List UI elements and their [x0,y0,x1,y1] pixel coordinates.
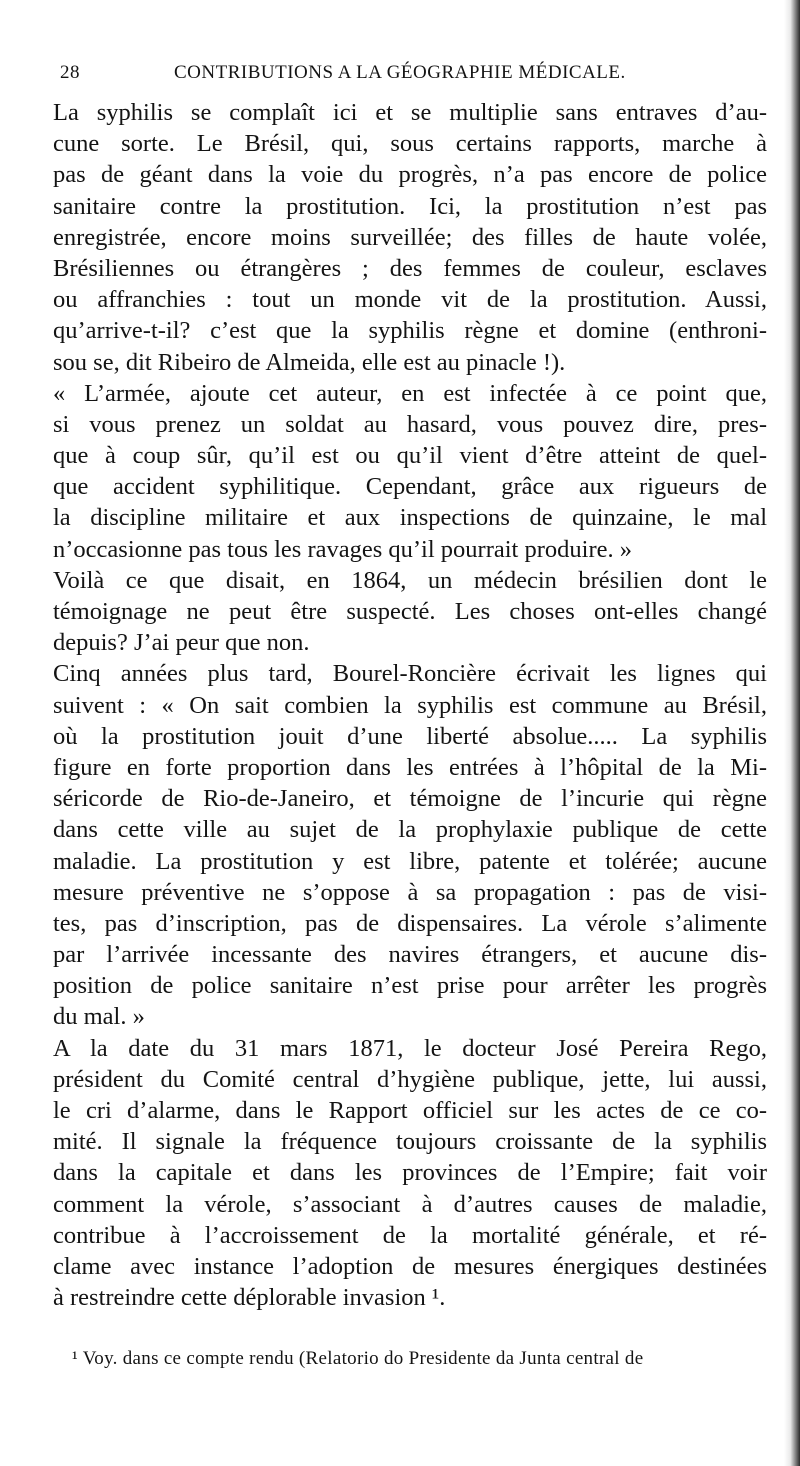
text-line: que accident syphilitique. Cependant, grâce aux rigueurs de [53,473,767,501]
footnote: ¹ Voy. dans ce compte rendu (Relatorio do Presidente da Junta central de [72,1348,644,1369]
text-line: position de police sanitaire n’est prise pour arrêter les progrès [53,972,767,1000]
text-line: si vous prenez un soldat au hasard, vous pouvez dire, pres- [53,410,767,438]
page-number: 28 [60,62,80,83]
text-line: maladie. La prostitution y est libre, patente et tolérée; aucune [53,847,767,875]
text-line: enregistrée, encore moins surveillée; des filles de haute volée, [53,223,767,251]
text-line: n’occasionne pas tous les ravages qu’il pourrait produire. » [53,535,632,563]
body-text [53,97,767,1313]
text-line: dans cette ville au sujet de la prophylaxie publique de cette [53,816,767,844]
text-line: figure en forte proportion dans les entrées à l’hôpital de la Mi- [53,753,767,781]
text-line: mité. Il signale la fréquence toujours croissante de la syphilis [53,1128,767,1156]
text-line: par l’arrivée incessante des navires étrangers, et aucune dis- [53,941,767,969]
text-line: dans la capitale et dans les provinces de l’Empire; fait voir [53,1159,767,1187]
scan-edge-shadow [784,0,800,1466]
page-header [60,62,760,92]
text-line: où la prostitution jouit d’une liberté absolue..... La syphilis [53,722,767,750]
running-title: CONTRIBUTIONS A LA GÉOGRAPHIE MÉDICALE. [174,62,626,83]
text-line: séricorde de Rio-de-Janeiro, et témoigne de l’incurie qui règne [53,785,767,813]
text-line: Brésiliennes ou étrangères ; des femmes de couleur, esclaves [53,254,767,282]
text-line: Voilà ce que disait, en 1864, un médecin brésilien dont le [53,566,767,594]
text-line: Cinq années plus tard, Bourel-Roncière écrivait les lignes qui [53,660,767,688]
text-line: cune sorte. Le Brésil, qui, sous certains rapports, marche à [53,130,767,158]
text-line: « L’armée, ajoute cet auteur, en est infectée à ce point que, [53,379,767,407]
text-line: contribue à l’accroissement de la mortalité générale, et ré- [53,1221,767,1249]
text-line: suivent : « On sait combien la syphilis est commune au Brésil, [53,691,767,719]
text-line: président du Comité central d’hygiène publique, jette, lui aussi, [53,1065,767,1093]
text-line: tes, pas d’inscription, pas de dispensaires. La vérole s’alimente [53,909,767,937]
text-line: sou se, dit Ribeiro de Almeida, elle est au pinacle !). [53,348,566,376]
text-line: le cri d’alarme, dans le Rapport officiel sur les actes de ce co- [53,1097,767,1124]
text-line: pas de géant dans la voie du progrès, n’a pas encore de police [53,161,767,189]
text-line: que à coup sûr, qu’il est ou qu’il vient d’être atteint de quel- [53,442,767,470]
text-line: témoignage ne peut être suspecté. Les choses ont-elles changé [53,598,767,625]
text-line: clame avec instance l’adoption de mesures énergiques destinées [53,1252,767,1280]
text-line: ou affranchies : tout un monde vit de la prostitution. Aussi, [53,286,767,314]
text-line: comment la vérole, s’associant à d’autres causes de maladie, [53,1190,767,1218]
text-line: sanitaire contre la prostitution. Ici, la prostitution n’est pas [53,192,767,220]
text-line: depuis? J’ai peur que non. [53,629,310,657]
text-line: la discipline militaire et aux inspections de quinzaine, le mal [53,504,767,532]
text-line: mesure préventive ne s’oppose à sa propagation : pas de visi- [53,878,767,906]
text-line: à restreindre cette déplorable invasion ¹. [53,1284,446,1312]
text-line: du mal. » [53,1003,145,1031]
text-line: A la date du 31 mars 1871, le docteur José Pereira Rego, [53,1034,767,1062]
text-line: La syphilis se complaît ici et se multiplie sans entraves d’au- [53,99,767,126]
text-line: qu’arrive-t-il? c’est que la syphilis règne et domine (enthroni- [53,317,767,345]
